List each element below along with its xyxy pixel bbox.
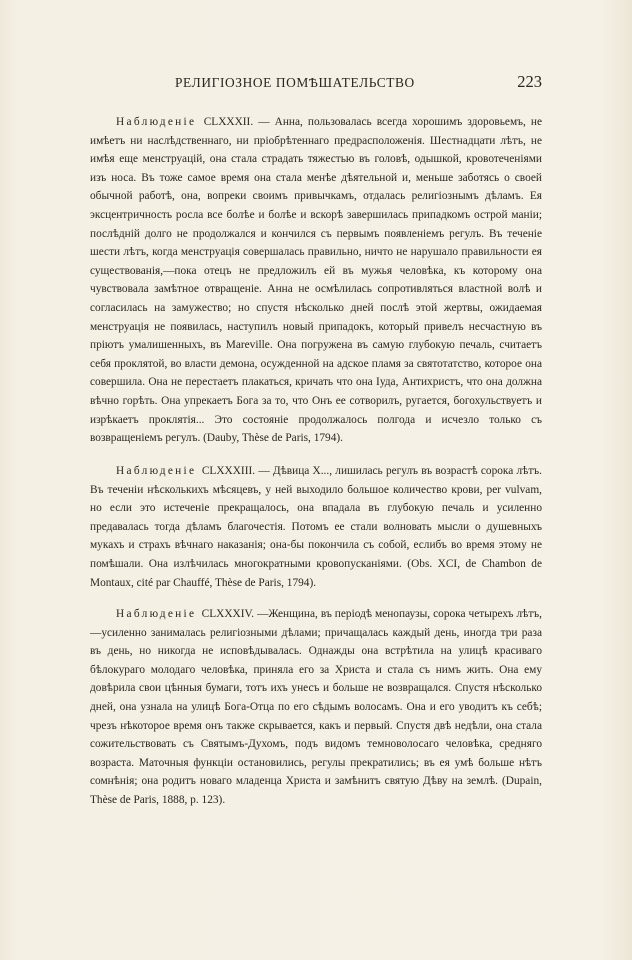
page-number: 223 — [517, 72, 542, 91]
observation-paragraph — [90, 113, 542, 448]
observation-paragraph — [90, 462, 542, 592]
observation-number: CLXXXIV. — [201, 608, 255, 620]
running-head: РЕЛИГІОЗНОЕ ПОМѢШАТЕЛЬСТВО — [175, 75, 415, 90]
observation-text: —Женщина, въ періодѣ менопаузы, сорока четырехъ лѣтъ,—усиленно занималась религіозными дѣлами; причащалась каждый день, иногда три раза въ день, но никогда не исповѣдывалась. Однажды она встрѣтила на улицѣ красиваго бѣлокураго молодаго человѣка, приняла его за Христа и стала съ нимъ жить. Она ему довѣрила свои цѣнныя бумаги, тотъ ихъ унесъ и больше не возвращался. Спустя нѣсколько дней, она узнала на улицѣ Бога-Отца по его сѣдымъ волосамъ. Она и его уводитъ къ себѣ; чрезъ нѣкоторое время онъ также скрывается, какъ и первый. Спустя двѣ недѣли, она стала сожительствовать съ Святымъ-Духомъ, подъ видомъ темноволосаго человѣка, средняго возраста. Маточныя функціи остановились, регулы прекратились; въ ея умѣ больше нѣтъ сомнѣнія; она родитъ новаго младенца Христа и замѣнитъ святую Дѣву на землѣ. (Dupain, Thèse de Paris, 1888, p. 123). — [90, 608, 543, 806]
page-header — [90, 72, 542, 94]
observation-text: — Дѣвица X..., лишилась регулъ въ возрастѣ сорока лѣтъ. Въ теченіи нѣсколькихъ мѣсяцевъ, у ней выходило большое количество крови, per vulvam, но если это истеченіе прекращалось, она впадала въ глубокую печаль и усиленно предавалась тогда дѣламъ благочестія. Потомъ ее стали волновать мысли о душевныхъ мукахъ и страхъ вѣчнаго наказанія; она-бы покончила съ собой, еслибъ во время этому не помѣшали. Она излѣчилась многократными кровопусканіями. (Obs. XCI, de Chambon de Montaux, cité par Chauffé, Thèse de Paris, 1794). — [90, 465, 542, 589]
observation-label: Наблюденіе CLXXXIII. — [116, 465, 256, 477]
observation-label: Наблюденіе CLXXXII. — [116, 116, 254, 128]
observation-number: CLXXXII. — [203, 116, 254, 128]
observation-text: — Анна, пользовалась всегда хорошимъ здоровьемъ, не имѣетъ ни наслѣдственнаго, ни пріобрѣтеннаго предрасположенія. Шестнадцати лѣтъ, не имѣя еще менструацій, она стала страдать тяжестью въ головѣ, одышкой, кровотеченіями изъ носа. Въ тоже самое время она стала менѣе дѣятельной и, меньше заботясь о своей обычной работѣ, она, вопреки своимъ привычкамъ, отдалась религіознымъ дѣламъ. Ея эксцентричность росла все болѣе и болѣе и вскорѣ завершилась припадкомъ острой маніи; послѣдній долго не продолжался и кончился съ первымъ появленіемъ регулъ. Въ теченіе шести лѣтъ, когда менструація совершалась правильно, ничто не нарушало правильности ея существованія,—пока отецъ не предложилъ ей въ мужья человѣка, къ которому она чувствовала замѣтное отвращеніе. Анна не осмѣлилась сопротивляться властной волѣ и согласилась на замужество; но спустя нѣсколько дней послѣ этой жертвы, ожидаемая менструація не появилась, наступилъ новый припадокъ, который привелъ несчастную въ пріютъ умалишенныхъ, въ Mareville. Она погружена въ самую глубокую печаль, считаетъ себя проклятой, во власти демона, осужденной на адское пламя за святотатство, которое она совершила. Она не перестаетъ плакаться, кричать что она Іуда, Антихристъ, что она должна вѣчно горѣть. Она упрекаетъ Бога за то, что Онъ ее сотворилъ, ругается, богохульствуетъ и изрѣкаетъ проклятія... Это состояніе продолжалось полгода и исчезло только съ возвращеніемъ регулъ. (Dauby, Thèse de Paris, 1794). — [90, 116, 542, 445]
observation-paragraph — [90, 605, 542, 810]
observation-label: Наблюденіе CLXXXIV. — [116, 608, 255, 620]
observation-number: CLXXXIII. — [201, 465, 256, 477]
